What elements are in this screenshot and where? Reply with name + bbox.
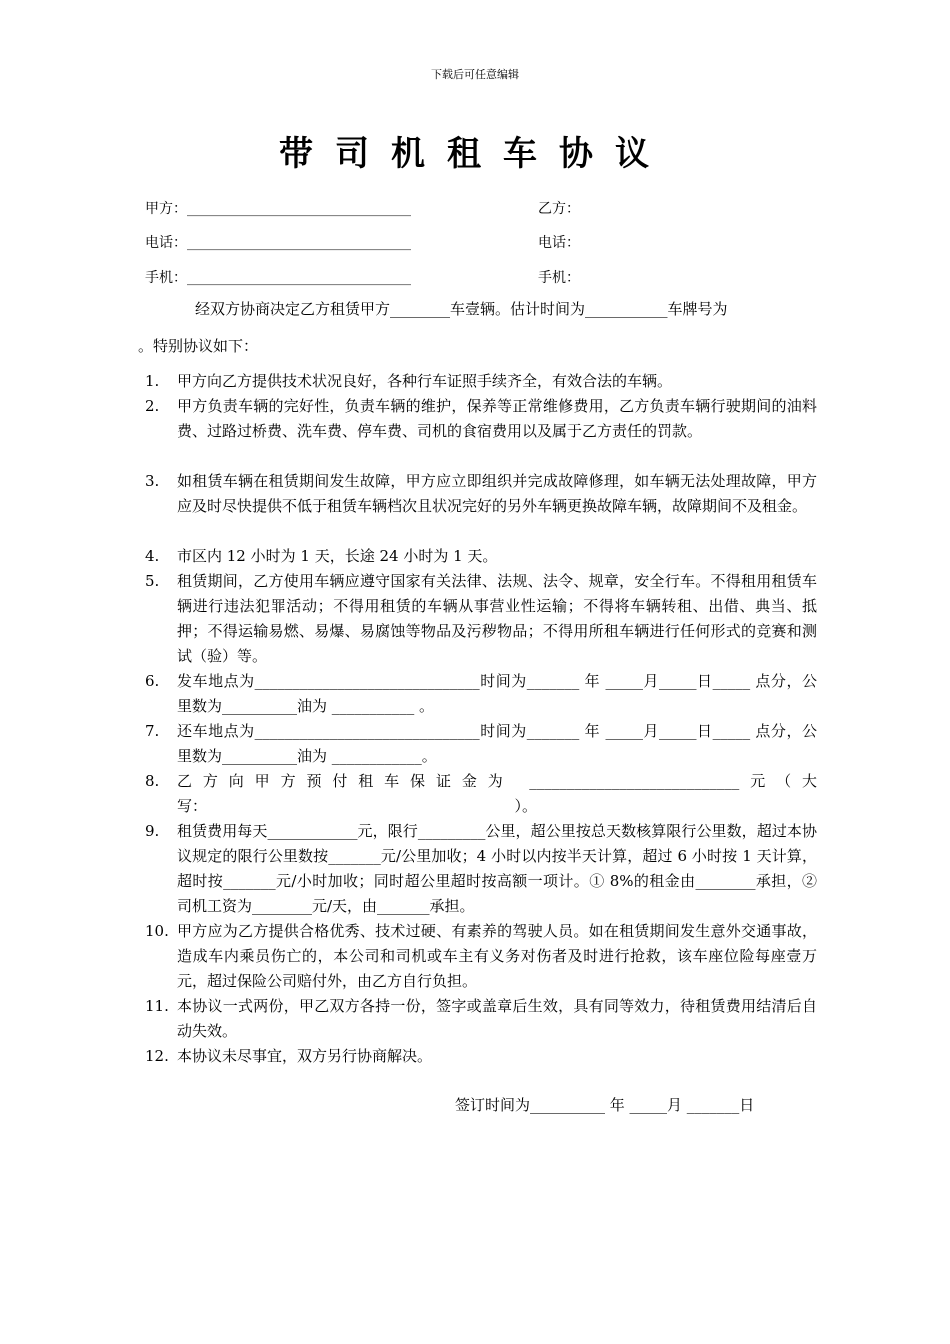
clause-number: 11. <box>145 997 169 1015</box>
party-b-phone: 电话： <box>538 235 580 251</box>
clause-number: 9. <box>145 822 160 840</box>
signing-date: 签订时间为__________ 年 _____月 _______日 <box>455 1096 755 1114</box>
clause-number: 6. <box>145 672 160 690</box>
clause-text: 本协议一式两份，甲乙双方各持一份，签字或盖章后生效，具有同等效力，待租赁费用结清后自动失效。 <box>177 997 817 1040</box>
clause-number: 8. <box>145 772 160 790</box>
clause-text: 甲方负责车辆的完好性，负责车辆的维护，保养等正常维修费用，乙方负责车辆行驶期间的油料费、过路过桥费、洗车费、停车费、司机的食宿费用以及属于乙方责任的罚款。 <box>177 397 817 440</box>
clause-text: 甲方应为乙方提供合格优秀、技术过硬、有素养的驾驶人员。如在租赁期间发生意外交通事故，造成车内乘员伤亡的，本公司和司机或车主有义务对伤者及时进行抢救，该车座位险每座壹万元，超过保险公司赔付外，由乙方自行负担。 <box>177 922 817 990</box>
clause-text: 市区内 12 小时为 1 天，长途 24 小时为 1 天。 <box>177 547 498 565</box>
clause-item <box>145 769 817 819</box>
clause-number: 3. <box>145 472 160 490</box>
clause-text: 租赁期间，乙方使用车辆应遵守国家有关法律、法规、法令、规章，安全行车。不得租用租赁车辆进行违法犯罪活动；不得用租赁的车辆从事营业性运输；不得将车辆转租、出借、典当、抵押；不得运输易燃、易爆、易腐蚀等物品及污秽物品；不得用所租车辆进行任何形式的竞赛和测试（验）等。 <box>177 572 817 665</box>
clause-text: 乙方向甲方预付租车保证金为 ____________________________元（大写： ）。 <box>177 772 817 815</box>
party-a-field: 甲方：________________________________ <box>145 201 411 217</box>
clause-number: 2. <box>145 397 160 415</box>
clause-item <box>145 819 817 919</box>
clause-number: 10. <box>145 922 169 940</box>
party-a-mobile: 手机：________________________________ <box>145 270 411 286</box>
clause-item <box>145 994 817 1044</box>
clause-item <box>145 469 817 519</box>
intro-paragraph: 经双方协商决定乙方租赁甲方________车壹辆。估计时间为___________车牌号为 <box>195 300 728 318</box>
clause-text: 租赁费用每天____________元，限行_________公里，超公里按总天数核算限行公里数，超过本协议规定的限行公里数按_______元/公里加收；4 小时以内按半天计算，超过 6 小时按 1 天计算，超时按_______元/小时加收；同时超公里超时按高额一项计。① 8%的租金由________承担，②司机工资为________元/天，由_______承担。 <box>177 822 817 915</box>
party-b-mobile: 手机： <box>538 270 580 286</box>
clause-text: 发车地点为______________________________时间为_______ 年 _____月_____日_____ 点分，公里数为__________油为 ___________ 。 <box>177 672 817 715</box>
clause-number: 4. <box>145 547 160 565</box>
clause-item <box>145 394 817 444</box>
clause-number: 12. <box>145 1047 169 1065</box>
clause-item <box>145 669 817 719</box>
page-header: 下载后可任意编辑 <box>431 68 519 81</box>
clause-text: 本协议未尽事宜，双方另行协商解决。 <box>177 1047 433 1065</box>
clause-text: 甲方向乙方提供技术状况良好，各种行车证照手续齐全，有效合法的车辆。 <box>177 372 673 390</box>
clause-number: 5. <box>145 572 160 590</box>
clause-item <box>145 919 817 994</box>
clause-item <box>145 1044 817 1069</box>
clause-item <box>145 544 817 569</box>
party-b-field: 乙方： <box>538 201 580 217</box>
intro-continuation: 。特别协议如下： <box>138 337 259 355</box>
party-a-phone: 电话：________________________________ <box>145 235 411 251</box>
clause-item <box>145 369 817 394</box>
clause-item <box>145 569 817 669</box>
clause-text: 还车地点为______________________________时间为_______ 年 _____月_____日_____ 点分，公里数为__________油为 ____________。 <box>177 722 817 765</box>
clause-number: 1. <box>145 372 160 390</box>
clause-number: 7. <box>145 722 160 740</box>
document-title: 带司机租车协议 <box>279 134 671 174</box>
clause-text: 如租赁车辆在租赁期间发生故障，甲方应立即组织并完成故障修理，如车辆无法处理故障，甲方应及时尽快提供不低于租赁车辆档次且状况完好的另外车辆更换故障车辆，故障期间不及租金。 <box>177 472 817 515</box>
clause-item <box>145 719 817 769</box>
